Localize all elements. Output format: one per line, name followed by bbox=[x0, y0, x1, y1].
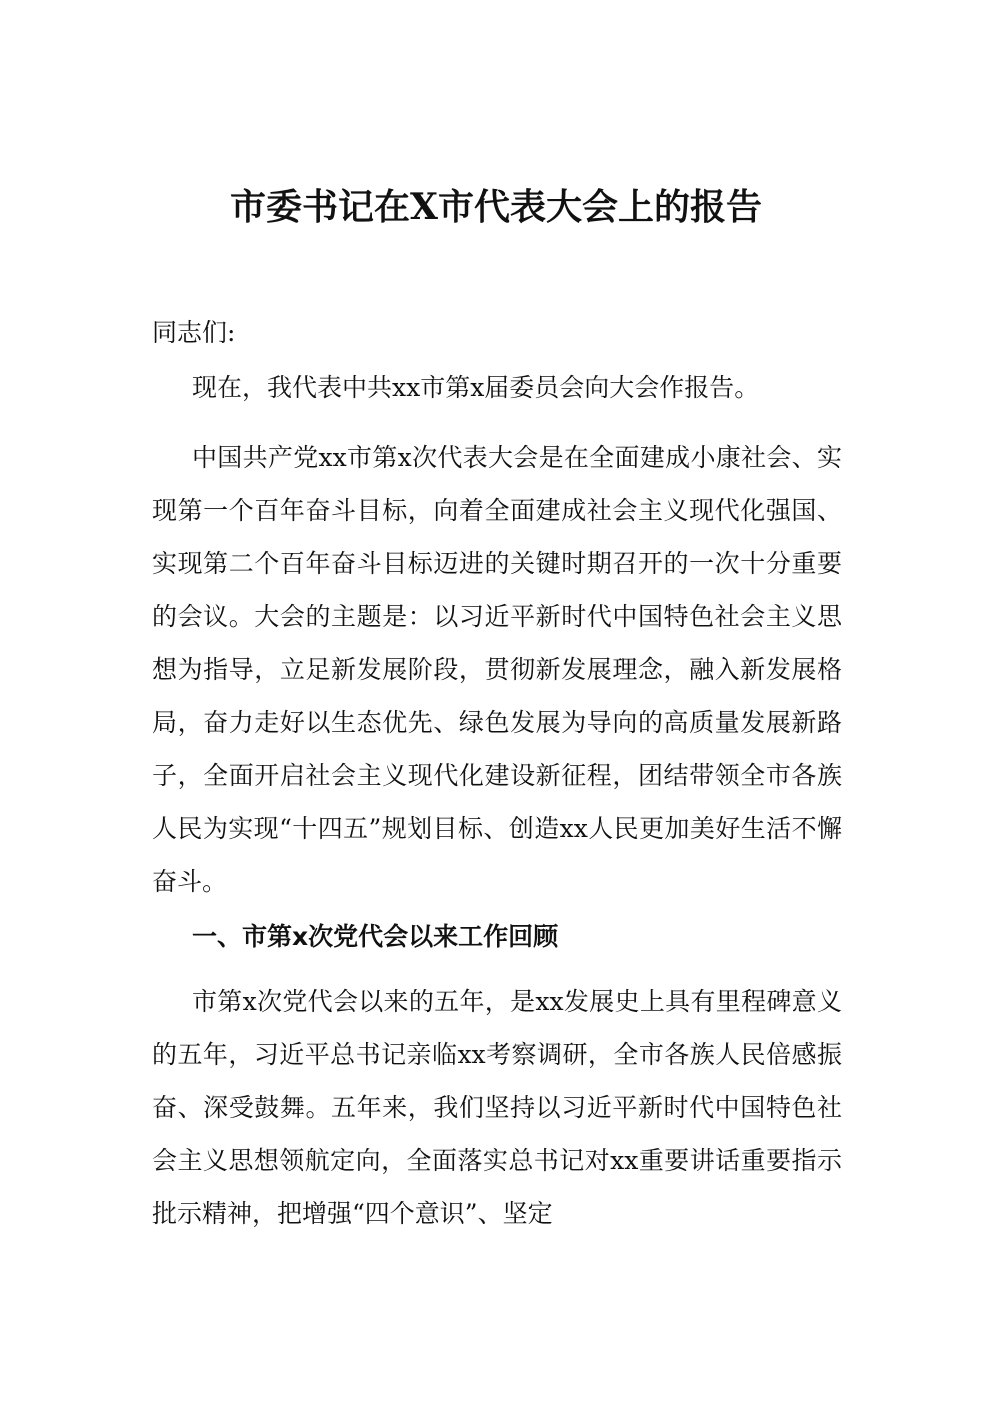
section-heading: 一、市第x次党代会以来工作回顾 bbox=[192, 922, 559, 951]
paragraph-theme: 中国共产党xx市第x次代表大会是在全面建成小康社会、实现第一个百年奋斗目标，向着全面建成社会主义现代化强国、实现第二个百年奋斗目标迈进的关键时期召开的一次十分重要的会议。大会的主题是：以习近平新时代中国特色社会主义思想为指导，立足新发展阶段，贯彻新发展理念，融入新发展格局，奋力走好以生态优先、绿色发展为导向的高质量发展新路子，全面开启社会主义现代化建设新征程，团结带领全市各族人民为实现“十四五”规划目标、创造xx人民更加美好生活不懈奋斗。 bbox=[152, 443, 842, 896]
salutation: 同志们: bbox=[152, 318, 236, 347]
section-paragraph: 市第x次党代会以来的五年，是xx发展史上具有里程碑意义的五年，习近平总书记亲临xx考察调研，全市各族人民倍感振奋、深受鼓舞。五年来，我们坚持以习近平新时代中国特色社会主义思想领航定向，全面落实总书记对xx重要讲话重要指示批示精神，把增强“四个意识”、坚定 bbox=[152, 987, 842, 1228]
document-title: 市委书记在X市代表大会上的报告 bbox=[230, 186, 762, 229]
paragraph-intro: 现在，我代表中共xx市第x届委员会向大会作报告。 bbox=[192, 373, 760, 402]
